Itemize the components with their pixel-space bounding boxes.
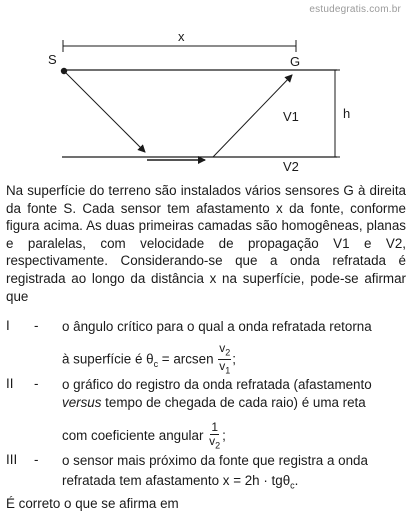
- item-3-line1: o sensor mais próximo da fonte que registra a onda: [62, 453, 368, 468]
- item-1-line2: à superfície é $\theta_c$ = arcsen $\frac{v_2}{v_1}$ ;: [62, 341, 236, 376]
- item-3-dash: -: [34, 452, 39, 467]
- x-label: x: [178, 29, 185, 44]
- question-paragraph: Na superfície do terreno são instalados vários sensores G à direita da fonte S. Cada sensor tem afastamento x da fonte, conforme figura acima. As duas primeiras camadas são homogêneas, planas e paralelas, com velocidade de propagação V1 e V2, respectivamente. Considerando-se que a onda refratada é registrada ao longo da distância x na superfície, pode-se afirmar que: [6, 183, 406, 304]
- closing-question: É correto o que se afirma em: [6, 496, 179, 511]
- item-3-line2: refratada tem afastamento x = 2h · tgθ$_c$.: [62, 473, 299, 491]
- emergent-ray: [213, 75, 292, 157]
- refraction-diagram: [0, 0, 411, 180]
- item-2-numeral: II: [6, 376, 14, 391]
- item-3-numeral: III: [6, 452, 18, 467]
- g-label: G: [290, 54, 301, 69]
- item-1-numeral: I: [6, 318, 10, 333]
- s-label: S: [48, 52, 57, 67]
- v2-label: V2: [283, 159, 299, 174]
- v1-label: V1: [283, 109, 299, 124]
- item-1-fraction: $\frac{v_2}{v_1}$: [219, 341, 231, 376]
- item-1-line1: o ângulo crítico para o qual a onda refratada retorna: [62, 319, 372, 334]
- item-2-line1: o gráfico do registro da onda refratada (afastamento versus tempo de chegada de cada raio) é uma reta: [62, 377, 372, 410]
- watermark: estudegratis.com.br: [309, 4, 401, 15]
- item-1-dash: -: [34, 318, 39, 333]
- item-2-dash: -: [34, 376, 39, 391]
- incident-ray: [66, 73, 145, 152]
- item-2-fraction: $\frac{1}{v_2}$: [209, 420, 221, 451]
- h-label: h: [343, 106, 351, 121]
- item-2-line2: com coeficiente angular $\frac{1}{v_2}$ ;: [62, 420, 226, 451]
